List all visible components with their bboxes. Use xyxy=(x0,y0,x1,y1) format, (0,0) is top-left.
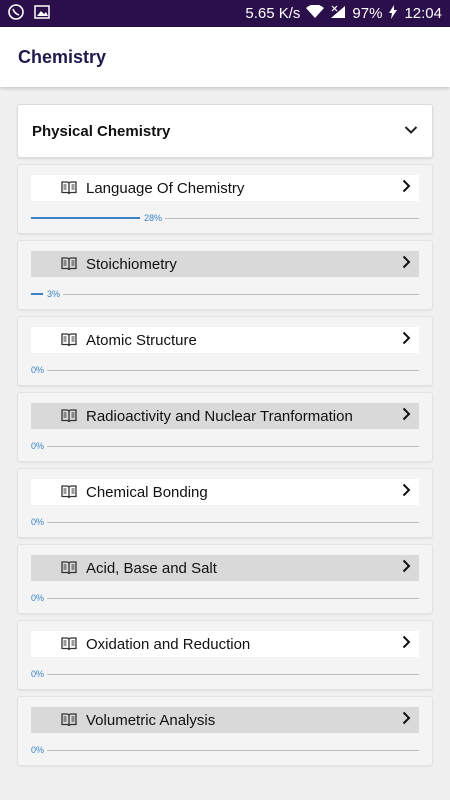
topic-label: Stoichiometry xyxy=(86,255,177,273)
progress-percent: 0% xyxy=(31,669,45,679)
topic-row[interactable] xyxy=(31,479,419,505)
topic-label: Volumetric Analysis xyxy=(86,711,216,729)
chevron-down-icon[interactable] xyxy=(404,122,418,140)
chevron-right-icon[interactable] xyxy=(402,559,411,578)
section-title: Physical Chemistry xyxy=(32,122,171,140)
progress-percent: 28% xyxy=(144,213,163,223)
topic-card xyxy=(17,392,433,462)
content xyxy=(17,104,433,772)
network-speed: 5.65 K/s xyxy=(245,5,301,22)
topic-card xyxy=(17,468,433,538)
progress-track xyxy=(47,446,419,447)
topic-card xyxy=(17,240,433,310)
topic-label: Atomic Structure xyxy=(86,331,197,349)
progress-bar xyxy=(31,517,419,529)
book-icon xyxy=(61,712,77,732)
topic-row[interactable] xyxy=(31,555,419,581)
progress-bar xyxy=(31,669,419,681)
page-title: Chemistry xyxy=(18,46,107,67)
topic-card xyxy=(17,620,433,690)
book-icon xyxy=(61,256,77,276)
progress-percent: 0% xyxy=(31,441,45,451)
topic-label: Acid, Base and Salt xyxy=(86,559,217,577)
book-icon xyxy=(61,408,77,428)
topic-list xyxy=(17,164,433,766)
topic-card xyxy=(17,316,433,386)
signal-icon xyxy=(330,5,346,23)
progress-track xyxy=(47,522,419,523)
chevron-right-icon[interactable] xyxy=(402,483,411,502)
progress-track xyxy=(47,370,419,371)
battery-level: 97% xyxy=(352,5,383,22)
topic-row[interactable] xyxy=(31,327,419,353)
book-icon xyxy=(61,484,77,504)
progress-track xyxy=(165,218,419,219)
topic-label: Language Of Chemistry xyxy=(86,179,245,197)
gallery-icon xyxy=(34,5,50,23)
charging-icon xyxy=(388,5,398,23)
progress-bar xyxy=(31,441,419,453)
topic-row[interactable] xyxy=(31,175,419,201)
topic-label: Chemical Bonding xyxy=(86,483,208,501)
progress-track xyxy=(47,674,419,675)
topic-row[interactable] xyxy=(31,403,419,429)
topic-label: Radioactivity and Nuclear Tranformation xyxy=(86,407,353,425)
topic-label: Oxidation and Reduction xyxy=(86,635,251,653)
progress-bar xyxy=(31,365,419,377)
chevron-right-icon[interactable] xyxy=(402,255,411,274)
progress-percent: 0% xyxy=(31,593,45,603)
topic-row[interactable] xyxy=(31,707,419,733)
book-icon xyxy=(61,332,77,352)
progress-bar xyxy=(31,745,419,757)
progress-percent: 0% xyxy=(31,365,45,375)
progress-bar xyxy=(31,593,419,605)
progress-percent: 0% xyxy=(31,517,45,527)
chevron-right-icon[interactable] xyxy=(402,711,411,730)
progress-track xyxy=(47,750,419,751)
chevron-right-icon[interactable] xyxy=(402,179,411,198)
book-icon xyxy=(61,560,77,580)
progress-percent: 3% xyxy=(47,289,61,299)
topic-row[interactable] xyxy=(31,251,419,277)
progress-bar xyxy=(31,289,419,301)
progress-track xyxy=(63,294,419,295)
chevron-right-icon[interactable] xyxy=(402,331,411,350)
app-bar xyxy=(0,27,450,87)
clock: 12:04 xyxy=(404,5,442,22)
progress-fill xyxy=(31,217,140,219)
section-header-physical-chemistry[interactable] xyxy=(17,104,433,158)
progress-track xyxy=(47,598,419,599)
topic-card xyxy=(17,696,433,766)
chevron-right-icon[interactable] xyxy=(402,407,411,426)
status-bar xyxy=(0,0,450,27)
topic-card xyxy=(17,164,433,234)
progress-fill xyxy=(31,293,43,295)
progress-percent: 0% xyxy=(31,745,45,755)
book-icon xyxy=(61,180,77,200)
wifi-icon xyxy=(306,5,324,23)
topic-card xyxy=(17,544,433,614)
chevron-right-icon[interactable] xyxy=(402,635,411,654)
viber-icon xyxy=(8,4,24,24)
book-icon xyxy=(61,636,77,656)
progress-bar xyxy=(31,213,419,225)
topic-row[interactable] xyxy=(31,631,419,657)
